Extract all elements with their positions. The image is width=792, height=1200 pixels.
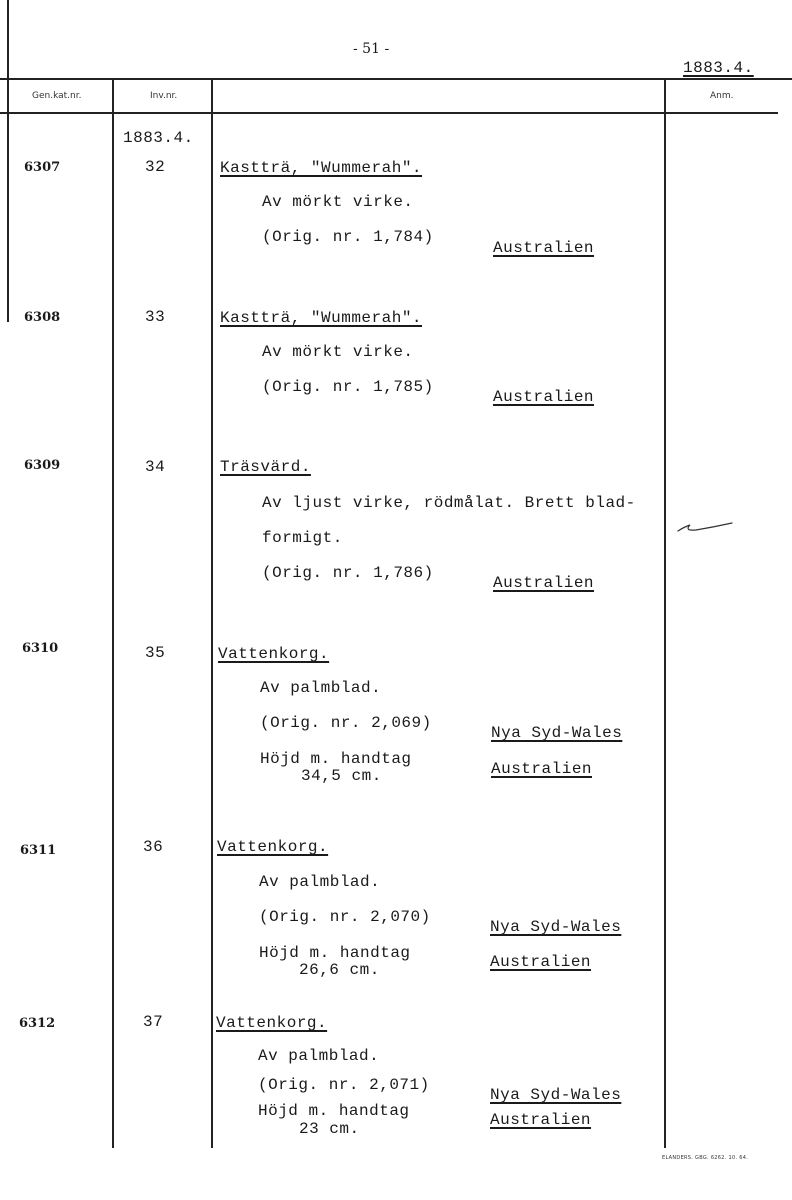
origin-place: Australien bbox=[493, 388, 595, 406]
entry-line: Av palmblad. bbox=[260, 679, 382, 697]
entry-line: Av mörkt virke. bbox=[262, 343, 414, 361]
entry-title: Träsvärd. bbox=[220, 458, 311, 476]
inv-number: 36 bbox=[143, 838, 164, 856]
entry-line: Höjd m. handtag bbox=[260, 750, 412, 768]
entry-line: (Orig. nr. 2,071) bbox=[258, 1076, 430, 1094]
inv-number: 34 bbox=[145, 458, 166, 476]
gen-number: 6309 bbox=[24, 458, 61, 473]
entry-line: (Orig. nr. 2,069) bbox=[260, 714, 432, 732]
entry-line: (Orig. nr. 2,070) bbox=[259, 908, 431, 926]
gen-number: 6311 bbox=[20, 843, 57, 858]
entry-line: Av palmblad. bbox=[258, 1047, 380, 1065]
origin-place: Australien bbox=[491, 760, 593, 778]
entry-line: (Orig. nr. 1,785) bbox=[262, 378, 434, 396]
inv-number: 32 bbox=[145, 158, 166, 176]
entry-title: Vattenkorg. bbox=[218, 645, 330, 663]
header-top-rule bbox=[0, 78, 792, 80]
inv-number: 33 bbox=[145, 308, 166, 326]
origin-place: Nya Syd-Wales bbox=[490, 918, 622, 936]
page-left-border bbox=[7, 0, 9, 322]
origin-place: Nya Syd-Wales bbox=[491, 724, 623, 742]
entry-line: Höjd m. handtag bbox=[258, 1102, 410, 1120]
inv-number: 35 bbox=[145, 644, 166, 662]
gen-number: 6312 bbox=[19, 1016, 56, 1031]
entry-title: Vattenkorg. bbox=[217, 838, 329, 856]
column-header-anm: Anm. bbox=[710, 91, 734, 101]
column-divider-desc bbox=[211, 78, 213, 1148]
gen-number: 6307 bbox=[24, 160, 61, 175]
entry-line: Av palmblad. bbox=[259, 873, 381, 891]
entry-line: 34,5 cm. bbox=[301, 767, 382, 785]
gen-number: 6310 bbox=[22, 641, 59, 656]
entry-title: Kastträ, "Wummerah". bbox=[220, 309, 423, 327]
entry-title: Kastträ, "Wummerah". bbox=[220, 159, 423, 177]
entry-line: 23 cm. bbox=[299, 1120, 360, 1138]
origin-place: Australien bbox=[493, 574, 595, 592]
entry-line: formigt. bbox=[262, 529, 343, 547]
column-divider-inv bbox=[112, 78, 114, 1148]
inv-year: 1883.4. bbox=[123, 129, 194, 147]
column-header-gen: Gen.kat.nr. bbox=[32, 91, 82, 101]
entry-line: 26,6 cm. bbox=[299, 961, 380, 979]
printer-mark: ELANDERS. GBG. 6262. 10. 64. bbox=[662, 1155, 749, 1161]
entry-line: (Orig. nr. 1,786) bbox=[262, 564, 434, 582]
pen-stroke-mark bbox=[676, 517, 736, 537]
entry-line: (Orig. nr. 1,784) bbox=[262, 228, 434, 246]
year-header: 1883.4. bbox=[683, 59, 754, 77]
entry-line: Höjd m. handtag bbox=[259, 944, 411, 962]
entry-line: Av ljust virke, rödmålat. Brett blad- bbox=[262, 494, 636, 512]
column-divider-anm bbox=[664, 78, 666, 1148]
origin-place: Nya Syd-Wales bbox=[490, 1086, 622, 1104]
header-bottom-rule bbox=[0, 112, 778, 114]
gen-number: 6308 bbox=[24, 310, 61, 325]
origin-place: Australien bbox=[490, 1111, 592, 1129]
column-header-inv: Inv.nr. bbox=[150, 91, 178, 101]
entry-line: Av mörkt virke. bbox=[262, 193, 414, 211]
entry-title: Vattenkorg. bbox=[216, 1014, 328, 1032]
page-number: - 51 - bbox=[353, 41, 390, 57]
origin-place: Australien bbox=[490, 953, 592, 971]
origin-place: Australien bbox=[493, 239, 595, 257]
inv-number: 37 bbox=[143, 1013, 164, 1031]
